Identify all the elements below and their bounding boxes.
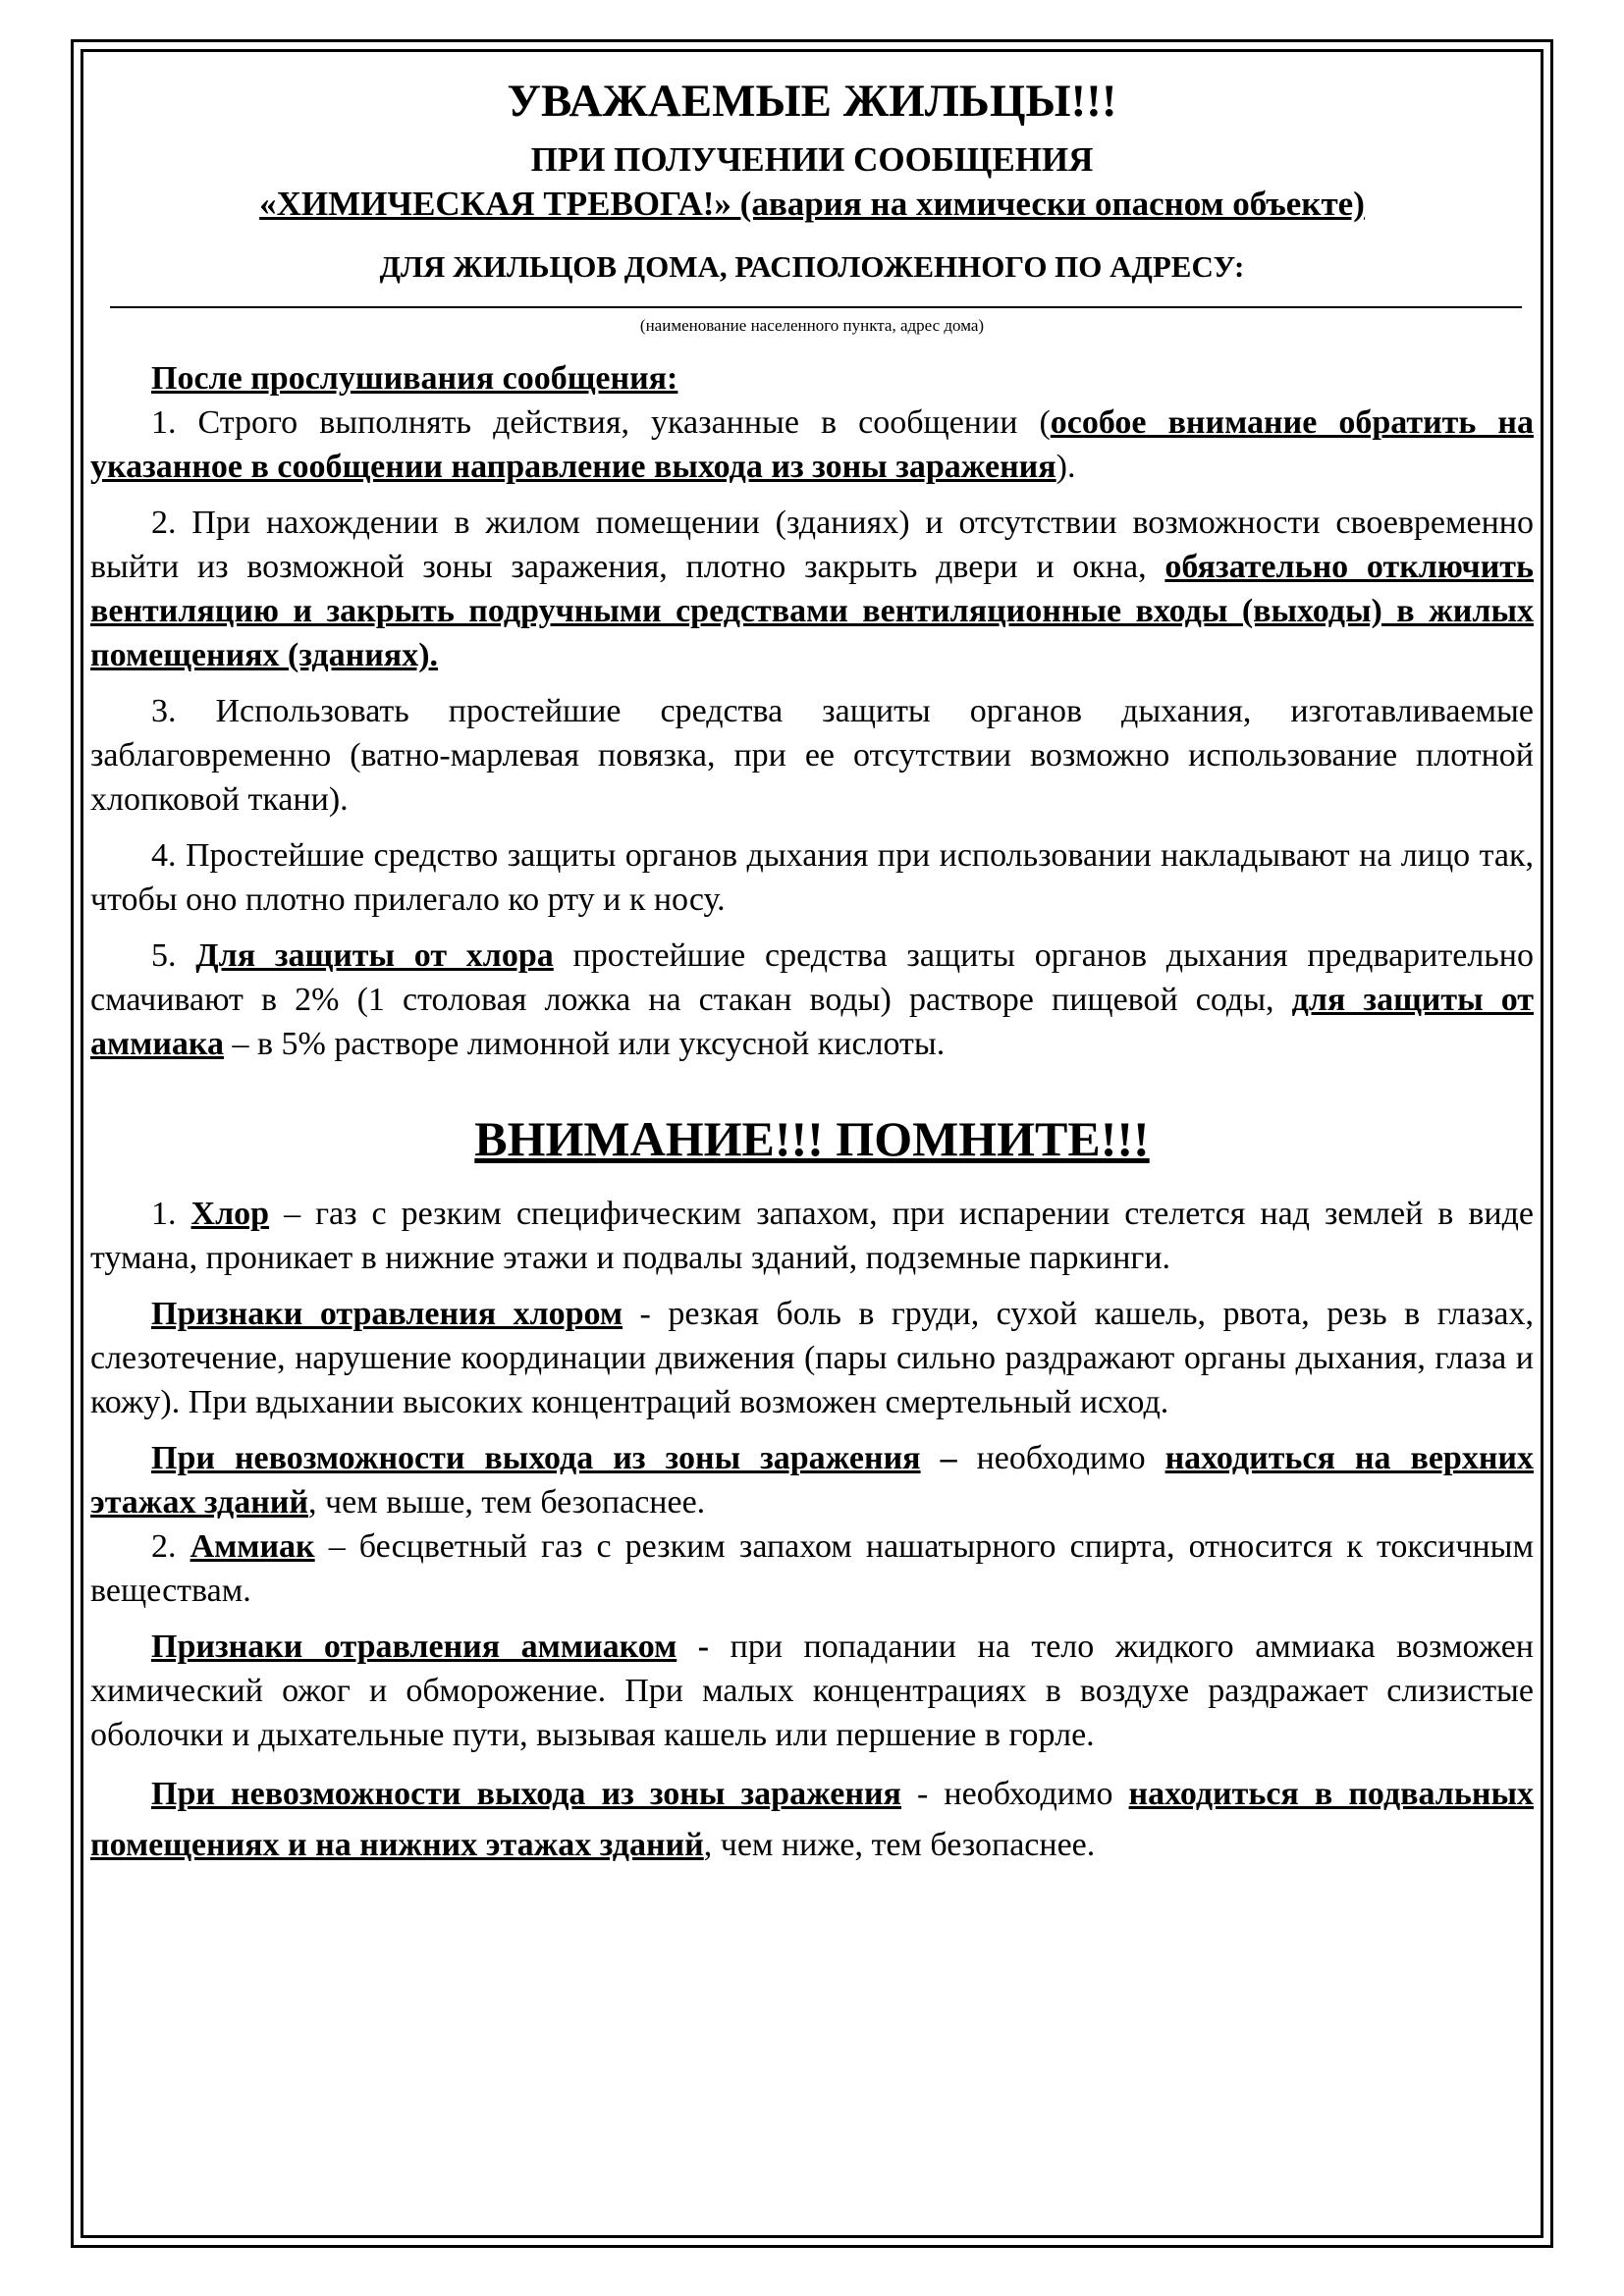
- section-text: – газ с резким специфическим запахом, при испарении стелется над землей в виде тумана, проникает в нижние этажи и подвалы зданий, подземные паркинги.: [90, 1196, 1534, 1276]
- chlorine-name: Хлор: [190, 1196, 270, 1232]
- section-text: при попадании на тело жидкого аммиака возможен химический ожог и обморожение. При малых концентрациях в воздухе раздражает слизистые оболочки и дыхательные пути, вызывая кашель или першение в горле.: [90, 1629, 1534, 1753]
- chlorine-exit-emphasis: находиться на верхних этажах зданий: [90, 1440, 1534, 1521]
- instruction-text: 2. При нахождении в жилом помещении (зданиях) и отсутствии возможности своевременно выйти из возможной зоны заражения, плотно закрыть двери и окна,: [90, 505, 1534, 585]
- address-heading: ДЛЯ ЖИЛЬЦОВ ДОМА, РАСПОЛОЖЕННОГО ПО АДРЕСУ:: [379, 249, 1245, 284]
- instruction-item-3: 3. Использовать простейшие средства защиты органов дыхания, изготавливаемые заблаговременно (ватно-марлевая повязка, при ее отсутствии возможно использование плотной хлопковой ткани).: [90, 693, 1534, 818]
- notice-subtitle: ПРИ ПОЛУЧЕНИИ СООБЩЕНИЯ: [530, 140, 1094, 179]
- section-dash: -: [677, 1629, 710, 1665]
- ammonia-name: Аммиак: [189, 1528, 315, 1565]
- instruction-text: ).: [1056, 449, 1076, 485]
- ammonia-exit-label: При невозможности выхода из зоны заражения: [151, 1776, 901, 1812]
- address-blank-line: [110, 300, 1522, 308]
- section-text: – бесцветный газ с резким запахом нашатырного спирта, относится к токсичным веществам.: [90, 1528, 1535, 1609]
- section-text: 2.: [151, 1528, 190, 1565]
- instruction-item-1: [90, 400, 1534, 489]
- attention-heading: ВНИМАНИЕ!!! ПОМНИТЕ!!!: [474, 1111, 1150, 1166]
- instruction-item-4: 4. Простейшие средство защиты органов дыхания при использовании накладывают на лицо так, чтобы оно плотно прилегало ко рту и к носу.: [90, 837, 1534, 918]
- ammonia-exit-emphasis: находиться в подвальных помещениях и на нижних этажах зданий: [90, 1776, 1534, 1863]
- instruction-text: 5.: [151, 937, 196, 974]
- alarm-type-heading: «ХИМИЧЕСКАЯ ТРЕВОГА!» (авария на химически опасном объекте): [259, 185, 1365, 223]
- chlorine-signs-label: Признаки отравления хлором: [151, 1296, 623, 1332]
- instruction-item-5: [90, 934, 1534, 1066]
- address-caption: (наименование населенного пункта, адрес дома): [639, 316, 985, 335]
- chlorine-signs: [90, 1292, 1534, 1424]
- instructions-heading: После прослушивания сообщения:: [151, 360, 678, 397]
- section-text: - резкая боль в груди, сухой кашель, рвота, резь в глазах, слезотечение, нарушение координации движения (пары сильно раздражают органы дыхания, глаза и кожу). При вдыхании высоких концентраций возможен смертельный исход.: [90, 1296, 1534, 1420]
- instruction-text: 1. Строго выполнять действия, указанные в сообщении (: [151, 404, 1051, 441]
- ammonia-signs: [90, 1625, 1534, 1757]
- ammonia-description: [90, 1524, 1534, 1613]
- instruction-item-2: [90, 501, 1534, 677]
- section-text: 1.: [151, 1196, 191, 1232]
- chlorine-exit-advice: [90, 1436, 1534, 1524]
- chlorine-description: [90, 1192, 1534, 1280]
- notice-content: [90, 71, 1534, 1871]
- instruction-emphasis: для защиты от аммиака: [90, 982, 1534, 1062]
- instruction-text: простейшие средства защиты органов дыхания предварительно смачивают в 2% (1 столовая ложка на стакан воды) растворе пищевой соды,: [90, 937, 1534, 1018]
- instruction-emphasis: Для защиты от хлора: [195, 937, 554, 974]
- notice-title: УВАЖАЕМЫЕ ЖИЛЬЦЫ!!!: [507, 76, 1117, 127]
- section-text: необходимо: [956, 1440, 1165, 1476]
- instruction-text: – в 5% растворе лимонной или уксусной кислоты.: [223, 1026, 946, 1062]
- section-dash: –: [920, 1440, 957, 1476]
- chlorine-exit-label: При невозможности выхода из зоны заражения: [151, 1440, 921, 1476]
- section-text: , чем ниже, тем безопаснее.: [703, 1827, 1096, 1863]
- ammonia-signs-label: Признаки отравления аммиаком: [151, 1629, 677, 1665]
- instruction-emphasis: особое внимание обратить на указанное в сообщении направление выхода из зоны заражения: [90, 404, 1535, 485]
- ammonia-exit-advice: [90, 1769, 1534, 1871]
- section-text: - необходимо: [900, 1776, 1129, 1812]
- section-text: , чем выше, тем безопаснее.: [307, 1484, 706, 1521]
- instruction-emphasis: обязательно отключить вентиляцию и закрыть подручными средствами вентиляционные входы (выходы) в жилых помещениях (зданиях).: [90, 549, 1534, 673]
